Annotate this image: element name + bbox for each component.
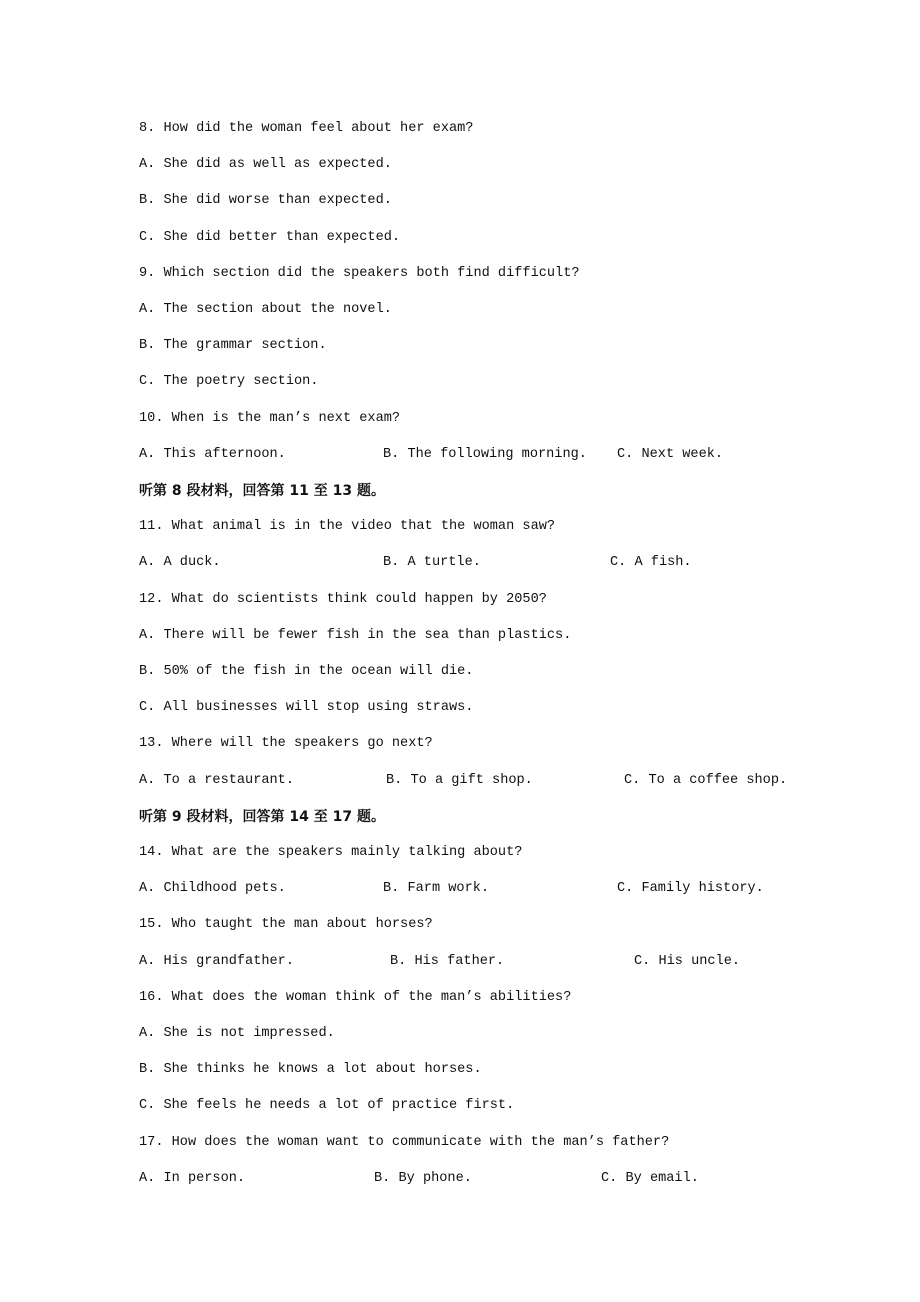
answer-option: C. By email. xyxy=(601,1170,699,1186)
question-text: 9. Which section did the speakers both find difficult? xyxy=(139,265,580,281)
question-text: 10. When is the man’s next exam? xyxy=(139,410,401,426)
answer-option: B. The following morning. xyxy=(383,446,587,462)
answer-option: A. The section about the novel. xyxy=(139,302,392,317)
answer-option: C. She did better than expected. xyxy=(139,229,401,245)
question-text: 13. Where will the speakers go next? xyxy=(139,736,433,752)
answer-option: A. In person. xyxy=(139,1170,246,1186)
answer-option: A. She is not impressed. xyxy=(139,1026,335,1041)
question-text: 14. What are the speakers mainly talking about? xyxy=(139,845,523,860)
question-text: 15. Who taught the man about horses? xyxy=(139,917,433,933)
answer-option: A. This afternoon. xyxy=(139,446,286,462)
answer-option: C. She feels he needs a lot of practice first. xyxy=(139,1098,515,1114)
answer-option: C. To a coffee shop. xyxy=(624,772,788,788)
answer-option: C. Family history. xyxy=(617,881,764,897)
answer-option: B. Farm work. xyxy=(383,881,490,897)
answer-option: C. Next week. xyxy=(617,446,724,462)
answer-option: B. By phone. xyxy=(374,1170,472,1186)
answer-option: B. His father. xyxy=(390,953,505,969)
answer-option: A. There will be fewer fish in the sea than plastics. xyxy=(139,627,572,643)
answer-option: C. His uncle. xyxy=(634,953,741,969)
question-text: 17. How does the woman want to communicate with the man’s father? xyxy=(139,1134,670,1150)
question-text: 8. How did the woman feel about her exam? xyxy=(139,121,474,136)
answer-option: A. A duck. xyxy=(139,555,221,571)
answer-option: A. Childhood pets. xyxy=(139,881,286,897)
section-heading: 听第 9 段材料，回答第 14 至 17 题。 xyxy=(139,808,385,825)
section-heading: 听第 8 段材料，回答第 11 至 13 题。 xyxy=(139,483,385,499)
answer-option: C. All businesses will stop using straws. xyxy=(139,700,474,716)
answer-option: A. To a restaurant. xyxy=(139,772,294,788)
answer-option: A. His grandfather. xyxy=(139,953,294,969)
answer-option: B. 50% of the fish in the ocean will die. xyxy=(139,664,474,679)
question-text: 11. What animal is in the video that the woman saw? xyxy=(139,519,556,535)
answer-option: B. She thinks he knows a lot about horses. xyxy=(139,1062,482,1078)
question-text: 12. What do scientists think could happen by 2050? xyxy=(139,591,547,607)
answer-option: B. A turtle. xyxy=(383,555,481,571)
answer-option: B. To a gift shop. xyxy=(386,772,533,788)
answer-option: B. The grammar section. xyxy=(139,338,327,354)
answer-option: A. She did as well as expected. xyxy=(139,157,392,173)
answer-option: C. A fish. xyxy=(610,555,692,571)
answer-option: C. The poetry section. xyxy=(139,374,319,390)
question-text: 16. What does the woman think of the man’s abilities? xyxy=(139,989,572,1005)
answer-option: B. She did worse than expected. xyxy=(139,193,392,209)
